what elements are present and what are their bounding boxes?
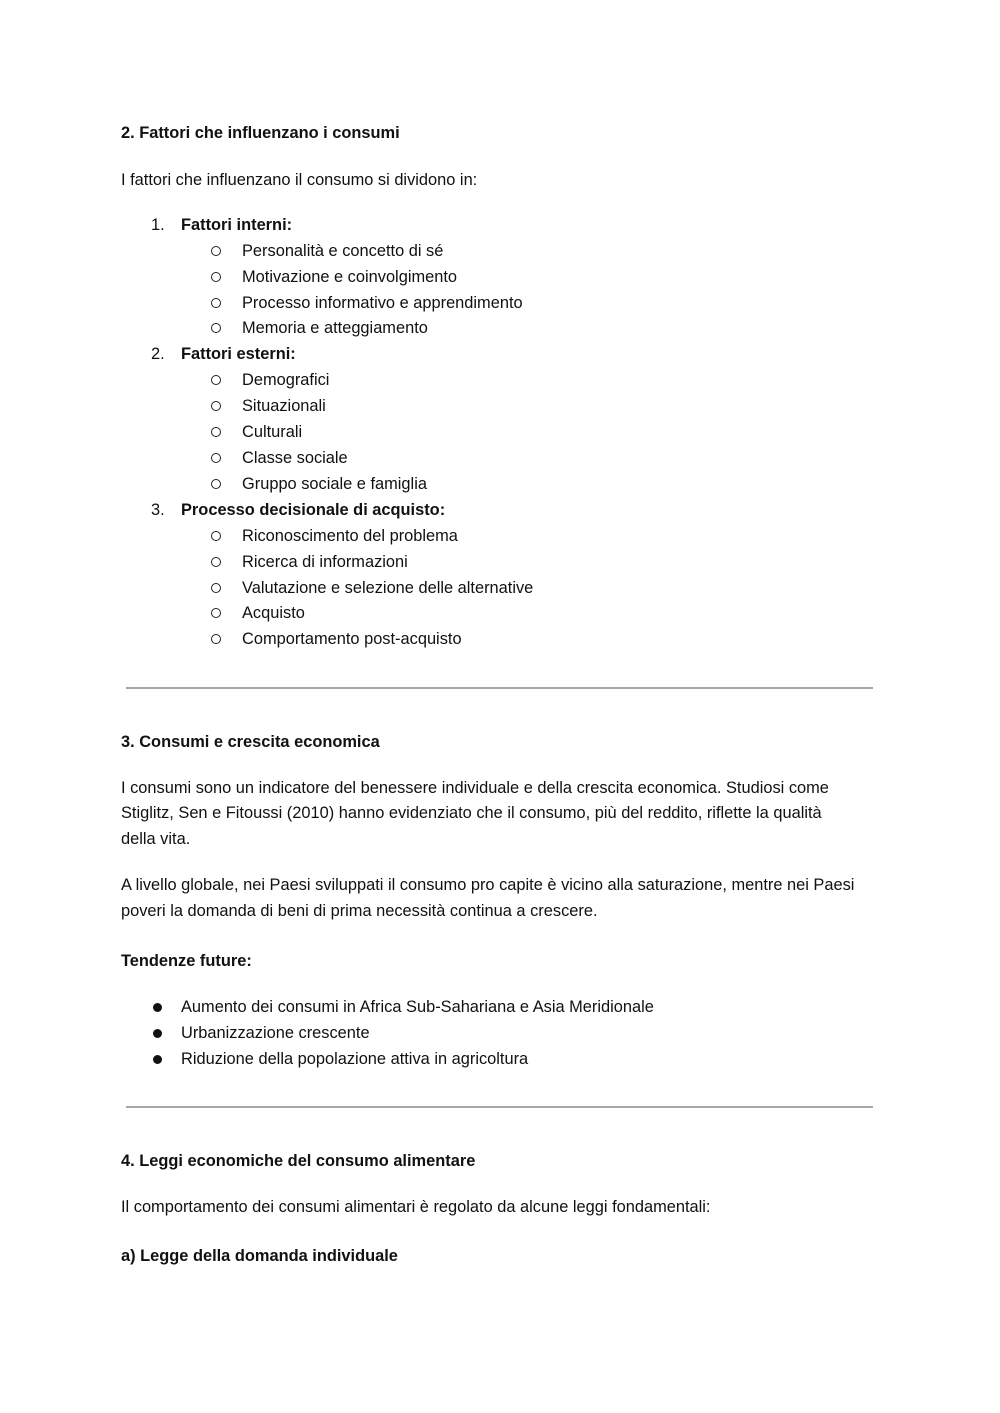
circle-bullet-icon xyxy=(211,583,221,593)
list-item: Culturali xyxy=(242,423,303,441)
list-item: Personalità e concetto di sé xyxy=(242,242,444,260)
list-item: Gruppo sociale e famiglia xyxy=(242,475,427,493)
circle-bullet-icon xyxy=(211,479,221,489)
list-item: Urbanizzazione crescente xyxy=(181,1024,370,1042)
list-item: Demografici xyxy=(242,371,330,389)
circle-bullet-icon xyxy=(211,375,221,385)
group-title-external: Fattori esterni: xyxy=(181,345,296,363)
circle-bullet-icon xyxy=(211,608,221,618)
list-number-2: 2. xyxy=(151,345,165,363)
list-number-1: 1. xyxy=(151,216,165,234)
section-4-heading: 4. Leggi economiche del consumo alimentare xyxy=(121,1152,476,1170)
list-item: Valutazione e selezione delle alternative xyxy=(242,579,534,597)
list-item: Classe sociale xyxy=(242,449,348,467)
paragraph-line: Stiglitz, Sen e Fitoussi (2010) hanno evidenziato che il consumo, più del reddito, riflette la qualità xyxy=(121,804,822,822)
list-item: Comportamento post-acquisto xyxy=(242,630,462,648)
list-item: Acquisto xyxy=(242,604,305,622)
list-item: Riduzione della popolazione attiva in agricoltura xyxy=(181,1050,529,1068)
circle-bullet-icon xyxy=(211,323,221,333)
circle-bullet-icon xyxy=(211,298,221,308)
section-4-intro: Il comportamento dei consumi alimentari è regolato da alcune leggi fondamentali: xyxy=(121,1198,711,1216)
bullet-dot-icon xyxy=(153,1055,162,1064)
circle-bullet-icon xyxy=(211,427,221,437)
circle-bullet-icon xyxy=(211,531,221,541)
paragraph-line: I consumi sono un indicatore del benessere individuale e della crescita economica. Studiosi come xyxy=(121,779,829,797)
circle-bullet-icon xyxy=(211,557,221,567)
circle-bullet-icon xyxy=(211,634,221,644)
paragraph-line: A livello globale, nei Paesi sviluppati il consumo pro capite è vicino alla saturazione, mentre nei Paesi xyxy=(121,876,855,894)
list-item: Aumento dei consumi in Africa Sub-Sahariana e Asia Meridionale xyxy=(181,998,654,1016)
horizontal-divider xyxy=(126,1106,873,1108)
horizontal-divider xyxy=(126,687,873,689)
paragraph-line: della vita. xyxy=(121,830,191,848)
section-2-intro: I fattori che influenzano il consumo si dividono in: xyxy=(121,171,478,189)
list-item: Memoria e atteggiamento xyxy=(242,319,428,337)
circle-bullet-icon xyxy=(211,272,221,282)
subsection-heading: a) Legge della domanda individuale xyxy=(121,1247,398,1265)
trends-title: Tendenze future: xyxy=(121,952,252,970)
circle-bullet-icon xyxy=(211,246,221,256)
circle-bullet-icon xyxy=(211,401,221,411)
list-number-3: 3. xyxy=(151,501,165,519)
paragraph-line: poveri la domanda di beni di prima necessità continua a crescere. xyxy=(121,902,598,920)
list-item: Motivazione e coinvolgimento xyxy=(242,268,458,286)
circle-bullet-icon xyxy=(211,453,221,463)
list-item: Ricerca di informazioni xyxy=(242,553,408,571)
section-3-heading: 3. Consumi e crescita economica xyxy=(121,733,380,751)
list-item: Riconoscimento del problema xyxy=(242,527,458,545)
bullet-dot-icon xyxy=(153,1003,162,1012)
group-title-decision-process: Processo decisionale di acquisto: xyxy=(181,501,446,519)
bullet-dot-icon xyxy=(153,1029,162,1038)
section-2-heading: 2. Fattori che influenzano i consumi xyxy=(121,124,400,142)
group-title-internal: Fattori interni: xyxy=(181,216,293,234)
list-item: Situazionali xyxy=(242,397,326,415)
list-item: Processo informativo e apprendimento xyxy=(242,294,523,312)
